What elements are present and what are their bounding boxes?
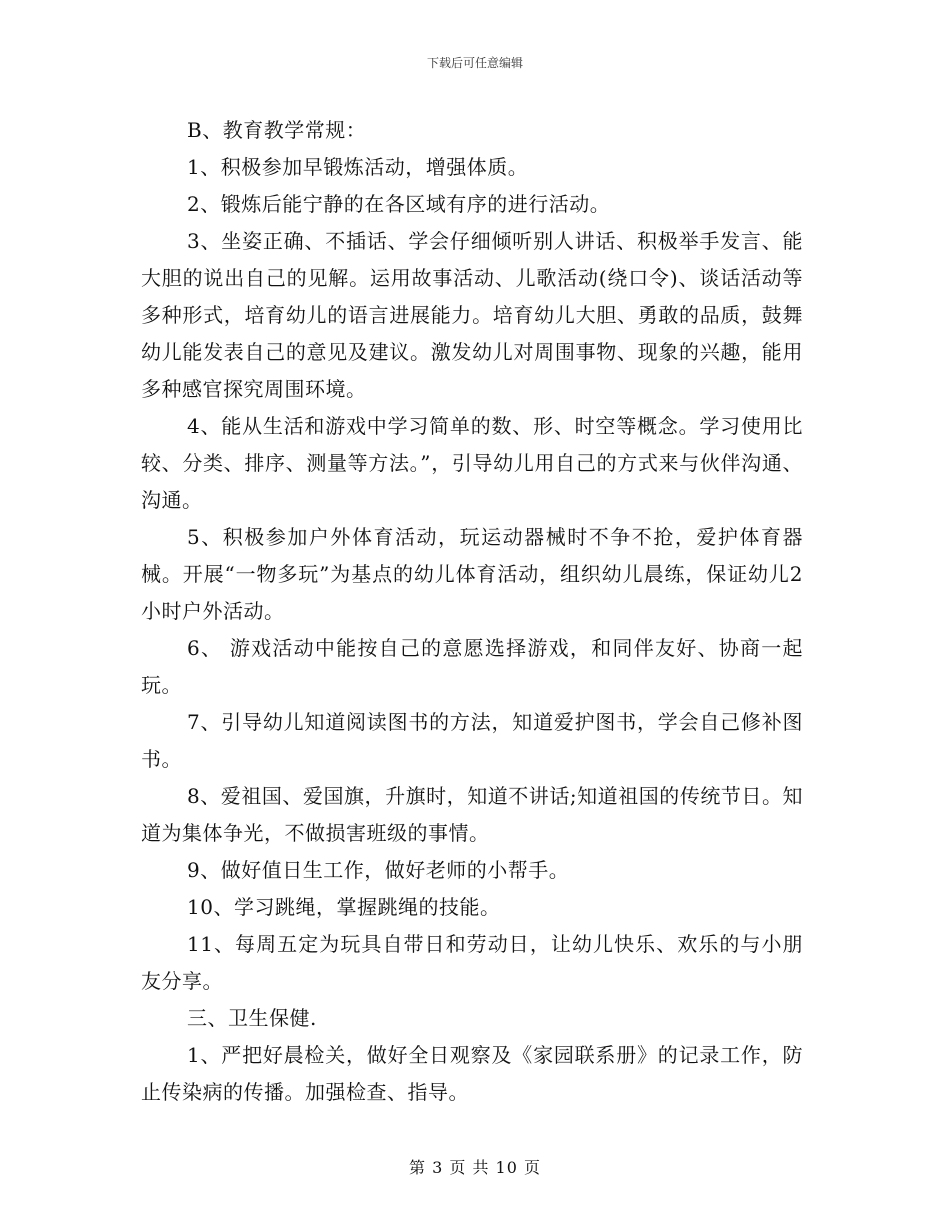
paragraph-7: 7、引导幼儿知道阅读图书的方法，知道爱护图书，学会自己修补图书。: [141, 710, 803, 771]
paragraph-6: 6、 游戏活动中能按自己的意愿选择游戏，和同伴友好、协商一起玩。: [141, 636, 803, 697]
paragraph-3: 3、坐姿正确、不插话、学会仔细倾听别人讲话、积极举手发言、能大胆的说出自己的见解。运用故事活动、儿歌活动(绕口令)、谈话活动等多种形式，培育幼儿的语言进展能力。培育幼儿大胆、勇敢的品质，鼓舞幼儿能发表自己的意见及建议。激发幼儿对周围事物、现象的兴趣，能用多种感官探究周围环境。: [141, 229, 803, 401]
page-header: 下载后可任意编辑: [426, 56, 523, 70]
paragraph-5: 5、积极参加户外体育活动，玩运动器械时不争不抢，爱护体育器械。开展“一物多玩”为基点的幼儿体育活动，组织幼儿晨练，保证幼儿2小时户外活动。: [141, 525, 803, 623]
paragraph-1: 1、积极参加早锻炼活动，增强体质。: [187, 155, 529, 179]
section-heading-b: B、教育教学常规：: [187, 118, 367, 142]
paragraph-2: 2、锻炼后能宁静的在各区域有序的进行活动。: [187, 192, 611, 216]
paragraph-8: 8、爱祖国、爱国旗，升旗时，知道不讲话;知道祖国的传统节日。知道为集体争光，不做损害班级的事情。: [141, 784, 803, 845]
paragraph-11: 11、每周五定为玩具自带日和劳动日，让幼儿快乐、欢乐的与小朋友分享。: [141, 932, 803, 993]
page-number: 第 3 页 共 10 页: [409, 1158, 541, 1177]
paragraph-health-1: 1、严把好晨检关，做好全日观察及《家园联系册》的记录工作，防止传染病的传播。加强检查、指导。: [141, 1043, 803, 1104]
paragraph-10: 10、学习跳绳，掌握跳绳的技能。: [187, 895, 501, 919]
document-body: [141, 112, 803, 1111]
section-heading-3: 三、卫生保健.: [187, 1006, 317, 1030]
paragraph-9: 9、做好值日生工作，做好老师的小帮手。: [187, 858, 570, 882]
paragraph-4: 4、能从生活和游戏中学习简单的数、形、时空等概念。学习使用比较、分类、排序、测量等方法。”，引导幼儿用自己的方式来与伙伴沟通、沟通。: [141, 414, 803, 512]
